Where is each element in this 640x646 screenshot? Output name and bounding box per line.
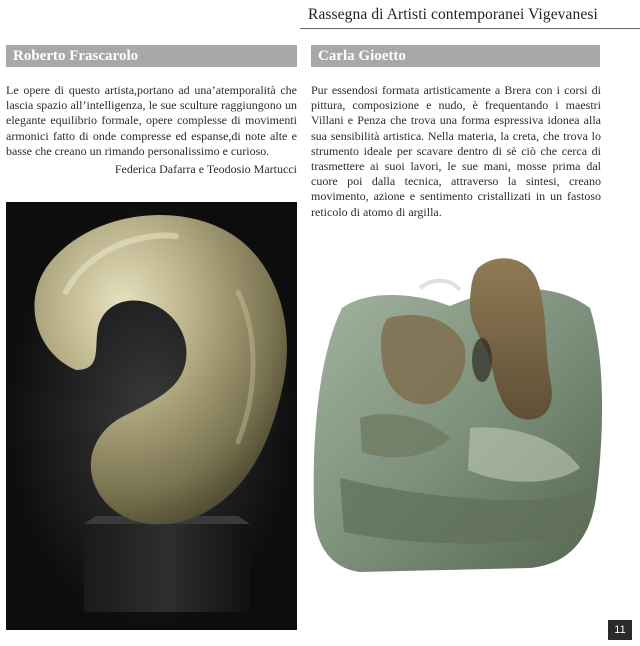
right-sculpture-photo <box>300 248 612 580</box>
running-head-rule <box>300 28 640 29</box>
left-artist-name-bar: Roberto Frascarolo <box>6 45 297 67</box>
page-number: 11 <box>608 620 632 640</box>
left-article-signature: Federica Dafarra e Teodosio Martucci <box>114 162 297 176</box>
clay-sculpture-image <box>300 248 612 580</box>
left-sculpture-photo <box>6 202 297 630</box>
running-head: Rassegna di Artisti contemporanei Vigevanesi <box>308 6 598 23</box>
left-article-body: Le opere di questo artista,portano ad una’atemporalità che lascia spazio all’intelligenza, le sue sculture raggiungono un elegante equilibrio formale, opere complesse di movimenti armonici fatto di onde compresse ed espanse,di note alte e basse che creano un rimando personalissimo e curioso. <box>6 83 297 158</box>
right-article-body: Pur essendosi formata artisticamente a Brera con i corsi di pittura, composizione e nudo, è frequentando i maestri Villani e Penza che trova una forma espressiva idonea alla sua sensibilità artistica. Nella materia, la creta, che trova lo strumento ideale per scavare dentro di sè ciò che cerca di trasmettere ai suoi lavori, le sue mani, mosse prima dal cuore poi dalla tecnica, attraverso la sintesi, creano movimento, azione e sentimento cristallizati in un fastoso reticolo di atomo di argilla. <box>311 83 601 219</box>
right-artist-name-bar: Carla Gioetto <box>311 45 600 67</box>
bronze-sculpture-image <box>6 202 297 630</box>
